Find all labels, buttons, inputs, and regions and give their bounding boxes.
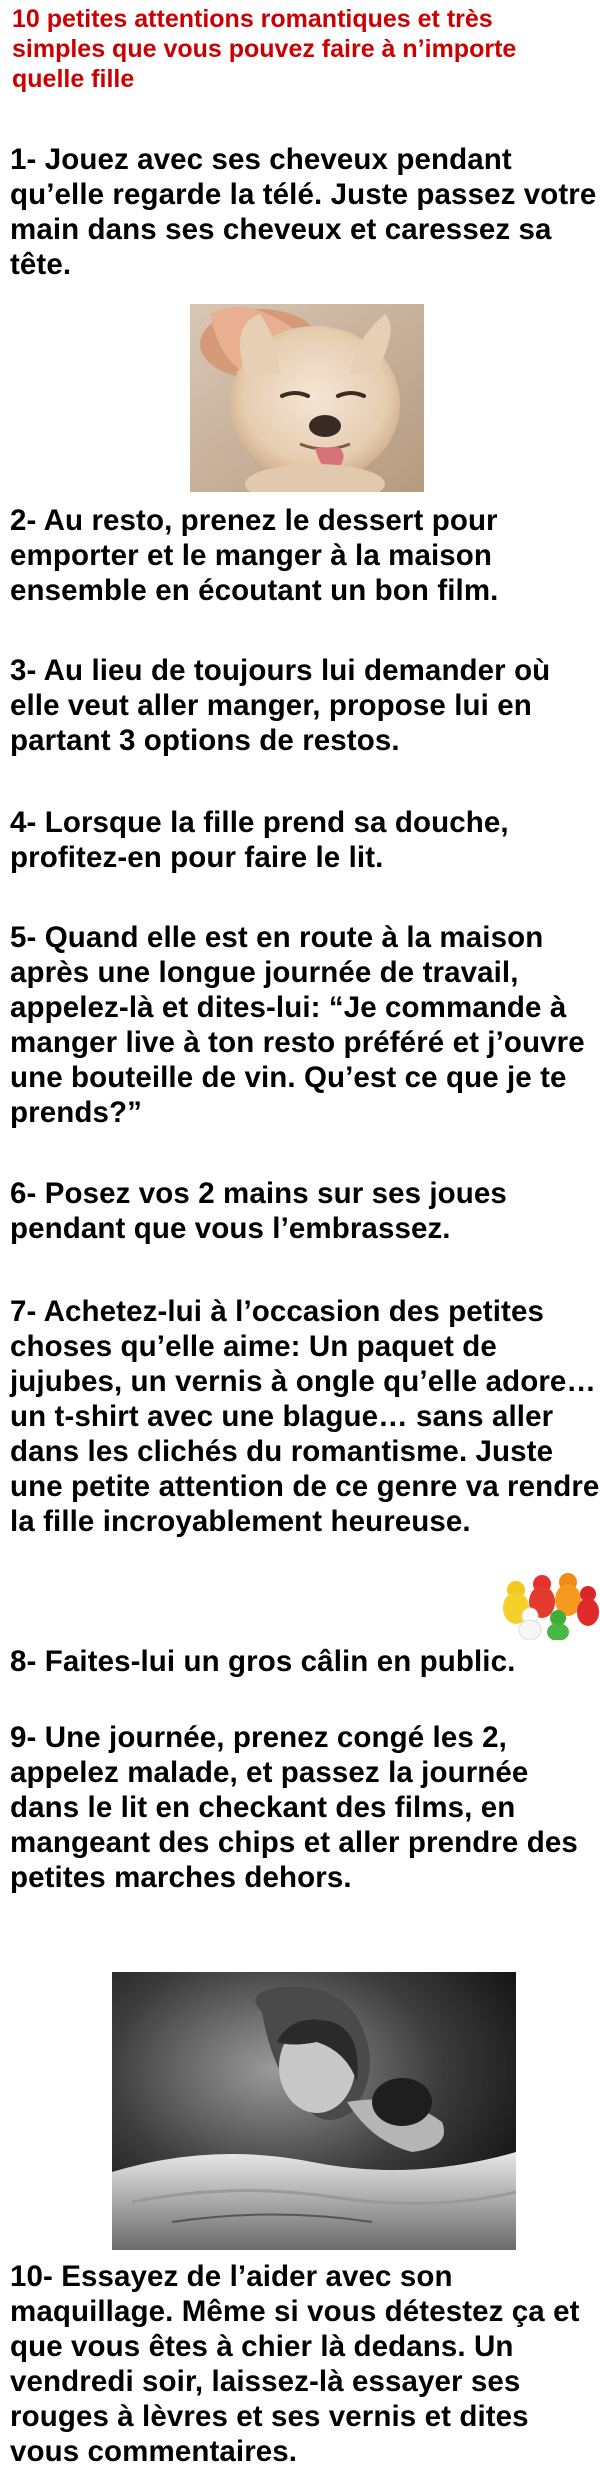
couple-photo bbox=[112, 1972, 516, 2250]
tip-2: 2- Au resto, prenez le dessert pour emporter et le manger à la maison ensemble en écoutant un bon film. bbox=[10, 504, 499, 607]
tip-8: 8- Faites-lui un gros câlin en public. bbox=[10, 1645, 516, 1678]
tip-6: 6- Posez vos 2 mains sur ses joues pendant que vous l’embrassez. bbox=[10, 1177, 507, 1245]
tip-1: 1- Jouez avec ses cheveux pendant qu’elle regarde la télé. Juste passez votre main dans ses cheveux et caressez sa tête. bbox=[10, 143, 597, 281]
tip-7: 7- Achetez-lui à l’occasion des petites choses qu’elle aime: Un paquet de jujubes, un vernis à ongle qu’elle adore… un t-shirt avec une blague… sans aller dans les clichés du romantisme. Juste une petite attention de ce genre va rendre la fille incroyablement heureuse. bbox=[10, 1295, 600, 1538]
tip-3: 3- Au lieu de toujours lui demander où elle veut aller manger, propose lui en partant 3 options de restos. bbox=[10, 654, 551, 757]
tip-10: 10- Essayez de l’aider avec son maquillage. Même si vous détestez ça et que vous êtes à chier là dedans. Un vendredi soir, laissez-là essayer ses rouges à lèvres et ses vernis et dites vous commentaires. bbox=[10, 2260, 580, 2468]
gummy-bears-image bbox=[500, 1560, 600, 1640]
chihuahua-photo bbox=[190, 304, 424, 492]
tip-9: 9- Une journée, prenez congé les 2, appelez malade, et passez la journée dans le lit en checkant des films, en mangeant des chips et aller prendre des petites marches dehors. bbox=[10, 1721, 578, 1894]
tip-5: 5- Quand elle est en route à la maison après une longue journée de travail, appelez-là et dites-lui: “Je commande à manger live à ton resto préféré et j’ouvre une bouteille de vin. Qu’est ce que je te prends?” bbox=[10, 921, 585, 1129]
page-title: 10 petites attentions romantiques et très simples que vous pouvez faire à n’importe quelle fille bbox=[12, 5, 517, 93]
tip-4: 4- Lorsque la fille prend sa douche, profitez-en pour faire le lit. bbox=[10, 806, 509, 874]
